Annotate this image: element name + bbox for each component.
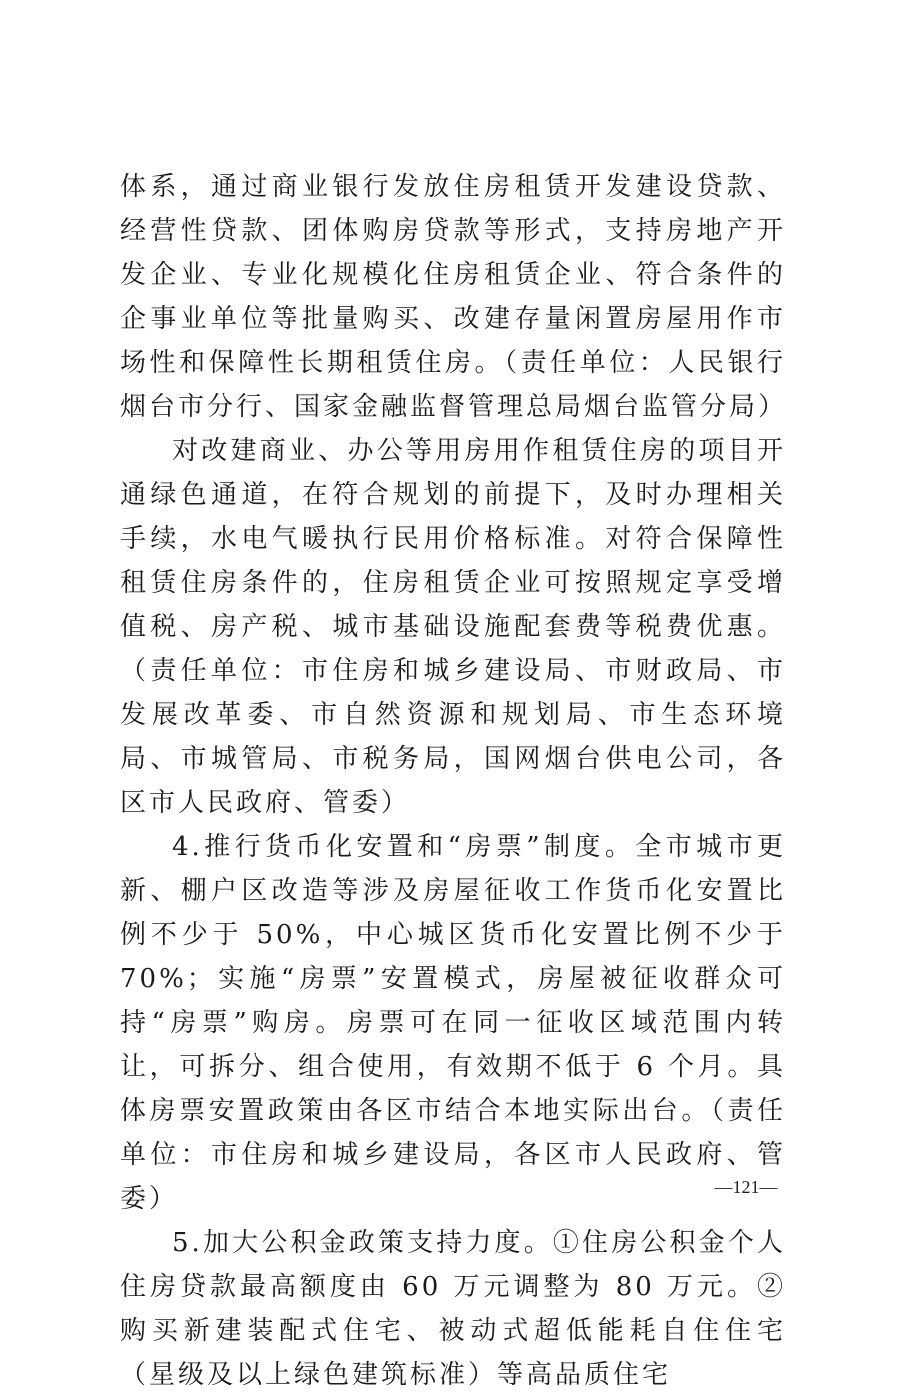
document-body — [120, 165, 786, 1397]
page-number: —121— — [714, 1177, 778, 1197]
paragraph-housing-finance: 体系，通过商业银行发放住房租赁开发建设贷款、经营性贷款、团体购房贷款等形式，支持房地产开发企业、专业化规模化住房租赁企业、符合条件的企事业单位等批量购买、改建存量闲置房屋用作市场性和保障性长期租赁住房。（责任单位：人民银行烟台市分行、国家金融监督管理总局烟台监管分局） — [120, 172, 788, 422]
paragraph-monetized-resettlement: 4.推行货币化安置和“房票”制度。全市城市更新、棚户区改造等涉及房屋征收工作货币化安置比例不少于 50%，中心城区货币化安置比例不少于 70%；实施“房票”安置模式，房屋被征收群众可持“房票”购房。房票可在同一征收区域范围内转让，可拆分、组合使用，有效期不低于 6 个月。具体房票安置政策由各区市结合本地实际出台。（责任单位：市住房和城乡建设局，各区市人民政府、管委） — [120, 832, 786, 1214]
paragraph-housing-fund-policy: 5.加大公积金政策支持力度。①住房公积金个人住房贷款最高额度由 60 万元调整为 80 万元。②购买新建装配式住宅、被动式超低能耗自住住宅（星级及以上绿色建筑标准）等高品质住宅 — [120, 1228, 786, 1390]
paragraph-office-conversion: 对改建商业、办公等用房用作租赁住房的项目开通绿色通道，在符合规划的前提下，及时办理相关手续，水电气暖执行民用价格标准。对符合保障性租赁住房条件的，住房租赁企业可按照规定享受增值税、房产税、城市基础设施配套费等税费优惠。（责任单位：市住房和城乡建设局、市财政局、市发展改革委、市自然资源和规划局、市生态环境局、市城管局、市税务局，国网烟台供电公司，各区市人民政府、管委） — [120, 436, 786, 818]
